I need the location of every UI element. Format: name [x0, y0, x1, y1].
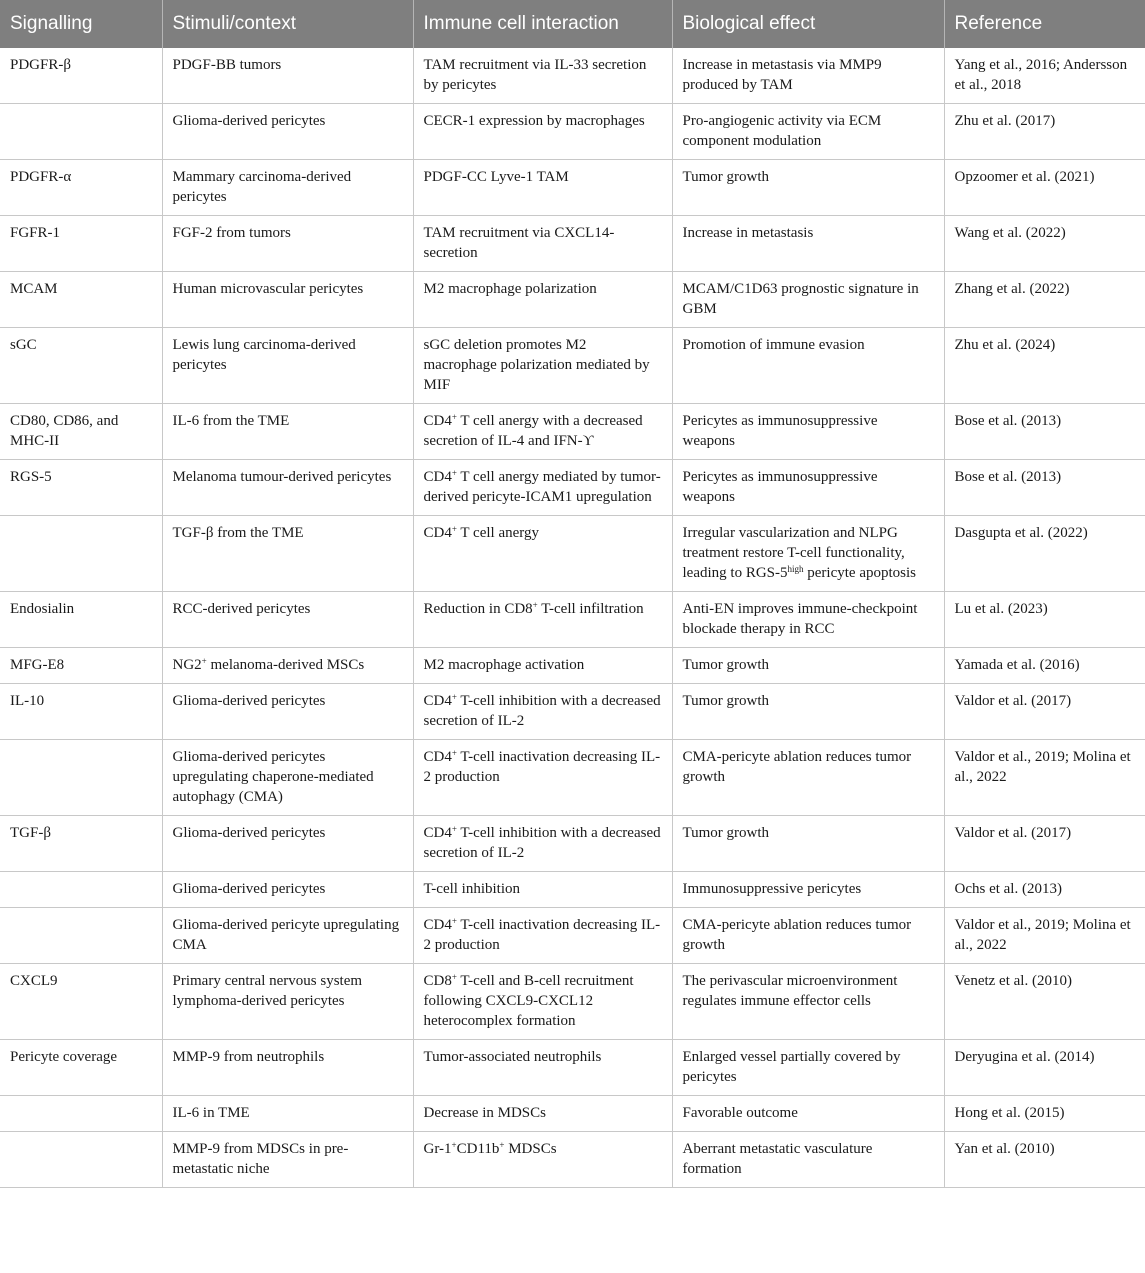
cell-biological-effect: Tumor growth: [672, 816, 944, 872]
cell-reference: Wang et al. (2022): [944, 216, 1145, 272]
table-row: [0, 272, 1145, 328]
cell-reference: Valdor et al., 2019; Molina et al., 2022: [944, 908, 1145, 964]
cell-biological-effect: CMA-pericyte ablation reduces tumor growth: [672, 908, 944, 964]
cell-immune-cell-interaction: M2 macrophage polarization: [413, 272, 672, 328]
cell-biological-effect: Pro-angiogenic activity via ECM component modulation: [672, 104, 944, 160]
cell-immune-cell-interaction: PDGF-CC Lyve-1 TAM: [413, 160, 672, 216]
cell-signalling: CD80, CD86, and MHC-II: [0, 404, 162, 460]
cell-signalling: PDGFR-α: [0, 160, 162, 216]
table-row: [0, 1096, 1145, 1132]
cell-reference: Zhu et al. (2024): [944, 328, 1145, 404]
cell-biological-effect: Increase in metastasis via MMP9 produced by TAM: [672, 48, 944, 104]
cell-stimuli-context: MMP-9 from MDSCs in pre-metastatic niche: [162, 1132, 413, 1188]
table-row: [0, 460, 1145, 516]
table-row: [0, 104, 1145, 160]
cell-signalling: FGFR-1: [0, 216, 162, 272]
cell-immune-cell-interaction: Gr-1+CD11b+ MDSCs: [413, 1132, 672, 1188]
table-body: [0, 48, 1145, 1188]
cell-stimuli-context: Primary central nervous system lymphoma-derived pericytes: [162, 964, 413, 1040]
cell-biological-effect: Enlarged vessel partially covered by pericytes: [672, 1040, 944, 1096]
cell-signalling: [0, 872, 162, 908]
cell-stimuli-context: PDGF-BB tumors: [162, 48, 413, 104]
header-biological-effect: Biological effect: [672, 0, 944, 48]
cell-biological-effect: Immunosuppressive pericytes: [672, 872, 944, 908]
cell-signalling: Endosialin: [0, 592, 162, 648]
cell-immune-cell-interaction: T-cell inhibition: [413, 872, 672, 908]
cell-immune-cell-interaction: CD4+ T cell anergy: [413, 516, 672, 592]
table-header: [0, 0, 1145, 48]
cell-biological-effect: Anti-EN improves immune-checkpoint blockade therapy in RCC: [672, 592, 944, 648]
cell-reference: Yan et al. (2010): [944, 1132, 1145, 1188]
cell-signalling: CXCL9: [0, 964, 162, 1040]
cell-reference: Yamada et al. (2016): [944, 648, 1145, 684]
table-row: [0, 1132, 1145, 1188]
table-row: [0, 648, 1145, 684]
cell-signalling: MFG-E8: [0, 648, 162, 684]
cell-reference: Venetz et al. (2010): [944, 964, 1145, 1040]
cell-signalling: MCAM: [0, 272, 162, 328]
cell-signalling: PDGFR-β: [0, 48, 162, 104]
cell-biological-effect: CMA-pericyte ablation reduces tumor growth: [672, 740, 944, 816]
cell-biological-effect: Pericytes as immunosuppressive weapons: [672, 404, 944, 460]
header-stimuli-context: Stimuli/context: [162, 0, 413, 48]
header-immune-cell-interaction: Immune cell interaction: [413, 0, 672, 48]
table-row: [0, 216, 1145, 272]
cell-stimuli-context: Glioma-derived pericytes: [162, 816, 413, 872]
cell-signalling: [0, 1132, 162, 1188]
cell-immune-cell-interaction: CD8+ T-cell and B-cell recruitment following CXCL9-CXCL12 heterocomplex formation: [413, 964, 672, 1040]
cell-reference: Valdor et al., 2019; Molina et al., 2022: [944, 740, 1145, 816]
cell-reference: Valdor et al. (2017): [944, 816, 1145, 872]
cell-reference: Bose et al. (2013): [944, 460, 1145, 516]
cell-biological-effect: Pericytes as immunosuppressive weapons: [672, 460, 944, 516]
cell-immune-cell-interaction: CD4+ T-cell inactivation decreasing IL-2 production: [413, 908, 672, 964]
table-row: [0, 592, 1145, 648]
cell-immune-cell-interaction: CD4+ T-cell inhibition with a decreased secretion of IL-2: [413, 816, 672, 872]
cell-stimuli-context: NG2+ melanoma-derived MSCs: [162, 648, 413, 684]
cell-biological-effect: Promotion of immune evasion: [672, 328, 944, 404]
cell-reference: Bose et al. (2013): [944, 404, 1145, 460]
cell-reference: Lu et al. (2023): [944, 592, 1145, 648]
cell-biological-effect: Tumor growth: [672, 648, 944, 684]
header-reference: Reference: [944, 0, 1145, 48]
cell-stimuli-context: Glioma-derived pericytes: [162, 684, 413, 740]
cell-biological-effect: MCAM/C1D63 prognostic signature in GBM: [672, 272, 944, 328]
table-row: [0, 964, 1145, 1040]
cell-signalling: [0, 104, 162, 160]
cell-reference: Yang et al., 2016; Andersson et al., 2018: [944, 48, 1145, 104]
cell-signalling: [0, 740, 162, 816]
cell-stimuli-context: TGF-β from the TME: [162, 516, 413, 592]
cell-stimuli-context: FGF-2 from tumors: [162, 216, 413, 272]
cell-immune-cell-interaction: CD4+ T-cell inhibition with a decreased secretion of IL-2: [413, 684, 672, 740]
cell-signalling: TGF-β: [0, 816, 162, 872]
cell-immune-cell-interaction: sGC deletion promotes M2 macrophage polarization mediated by MIF: [413, 328, 672, 404]
table-row: [0, 160, 1145, 216]
table-row: [0, 404, 1145, 460]
cell-immune-cell-interaction: Reduction in CD8+ T-cell infiltration: [413, 592, 672, 648]
cell-reference: Deryugina et al. (2014): [944, 1040, 1145, 1096]
cell-signalling: [0, 1096, 162, 1132]
table-row: [0, 48, 1145, 104]
cell-immune-cell-interaction: CD4+ T-cell inactivation decreasing IL-2 production: [413, 740, 672, 816]
cell-immune-cell-interaction: CD4+ T cell anergy mediated by tumor-derived pericyte-ICAM1 upregulation: [413, 460, 672, 516]
cell-biological-effect: Increase in metastasis: [672, 216, 944, 272]
table-row: [0, 328, 1145, 404]
cell-biological-effect: Aberrant metastatic vasculature formation: [672, 1132, 944, 1188]
cell-stimuli-context: MMP-9 from neutrophils: [162, 1040, 413, 1096]
table-row: [0, 740, 1145, 816]
cell-biological-effect: Tumor growth: [672, 160, 944, 216]
table-row: [0, 872, 1145, 908]
cell-reference: Ochs et al. (2013): [944, 872, 1145, 908]
table-row: [0, 516, 1145, 592]
cell-reference: Zhu et al. (2017): [944, 104, 1145, 160]
cell-biological-effect: Favorable outcome: [672, 1096, 944, 1132]
cell-reference: Dasgupta et al. (2022): [944, 516, 1145, 592]
cell-stimuli-context: RCC-derived pericytes: [162, 592, 413, 648]
cell-immune-cell-interaction: CECR-1 expression by macrophages: [413, 104, 672, 160]
cell-immune-cell-interaction: M2 macrophage activation: [413, 648, 672, 684]
cell-reference: Hong et al. (2015): [944, 1096, 1145, 1132]
cell-reference: Zhang et al. (2022): [944, 272, 1145, 328]
cell-stimuli-context: Glioma-derived pericytes upregulating chaperone-mediated autophagy (CMA): [162, 740, 413, 816]
cell-immune-cell-interaction: CD4+ T cell anergy with a decreased secretion of IL-4 and IFN-ϒ: [413, 404, 672, 460]
cell-signalling: [0, 516, 162, 592]
cell-stimuli-context: Lewis lung carcinoma-derived pericytes: [162, 328, 413, 404]
cell-immune-cell-interaction: TAM recruitment via CXCL14-secretion: [413, 216, 672, 272]
cell-signalling: [0, 908, 162, 964]
cell-biological-effect: The perivascular microenvironment regulates immune effector cells: [672, 964, 944, 1040]
cell-signalling: RGS-5: [0, 460, 162, 516]
cell-immune-cell-interaction: Decrease in MDSCs: [413, 1096, 672, 1132]
table-row: [0, 908, 1145, 964]
table-row: [0, 684, 1145, 740]
cell-biological-effect: Tumor growth: [672, 684, 944, 740]
cell-signalling: IL-10: [0, 684, 162, 740]
cell-immune-cell-interaction: TAM recruitment via IL-33 secretion by pericytes: [413, 48, 672, 104]
cell-reference: Opzoomer et al. (2021): [944, 160, 1145, 216]
header-row: [0, 0, 1145, 48]
header-signalling: Signalling: [0, 0, 162, 48]
cell-stimuli-context: Glioma-derived pericytes: [162, 872, 413, 908]
table-row: [0, 816, 1145, 872]
cell-stimuli-context: IL-6 in TME: [162, 1096, 413, 1132]
cell-stimuli-context: Melanoma tumour-derived pericytes: [162, 460, 413, 516]
cell-biological-effect: Irregular vascularization and NLPG treatment restore T-cell functionality, leading to RGS-$5^{high}$ pericyte apoptosis: [672, 516, 944, 592]
cell-signalling: sGC: [0, 328, 162, 404]
cell-signalling: Pericyte coverage: [0, 1040, 162, 1096]
table-row: [0, 1040, 1145, 1096]
cell-stimuli-context: Glioma-derived pericyte upregulating CMA: [162, 908, 413, 964]
cell-stimuli-context: Mammary carcinoma-derived pericytes: [162, 160, 413, 216]
cell-stimuli-context: Glioma-derived pericytes: [162, 104, 413, 160]
cell-stimuli-context: Human microvascular pericytes: [162, 272, 413, 328]
cell-stimuli-context: IL-6 from the TME: [162, 404, 413, 460]
cell-immune-cell-interaction: Tumor-associated neutrophils: [413, 1040, 672, 1096]
cell-reference: Valdor et al. (2017): [944, 684, 1145, 740]
